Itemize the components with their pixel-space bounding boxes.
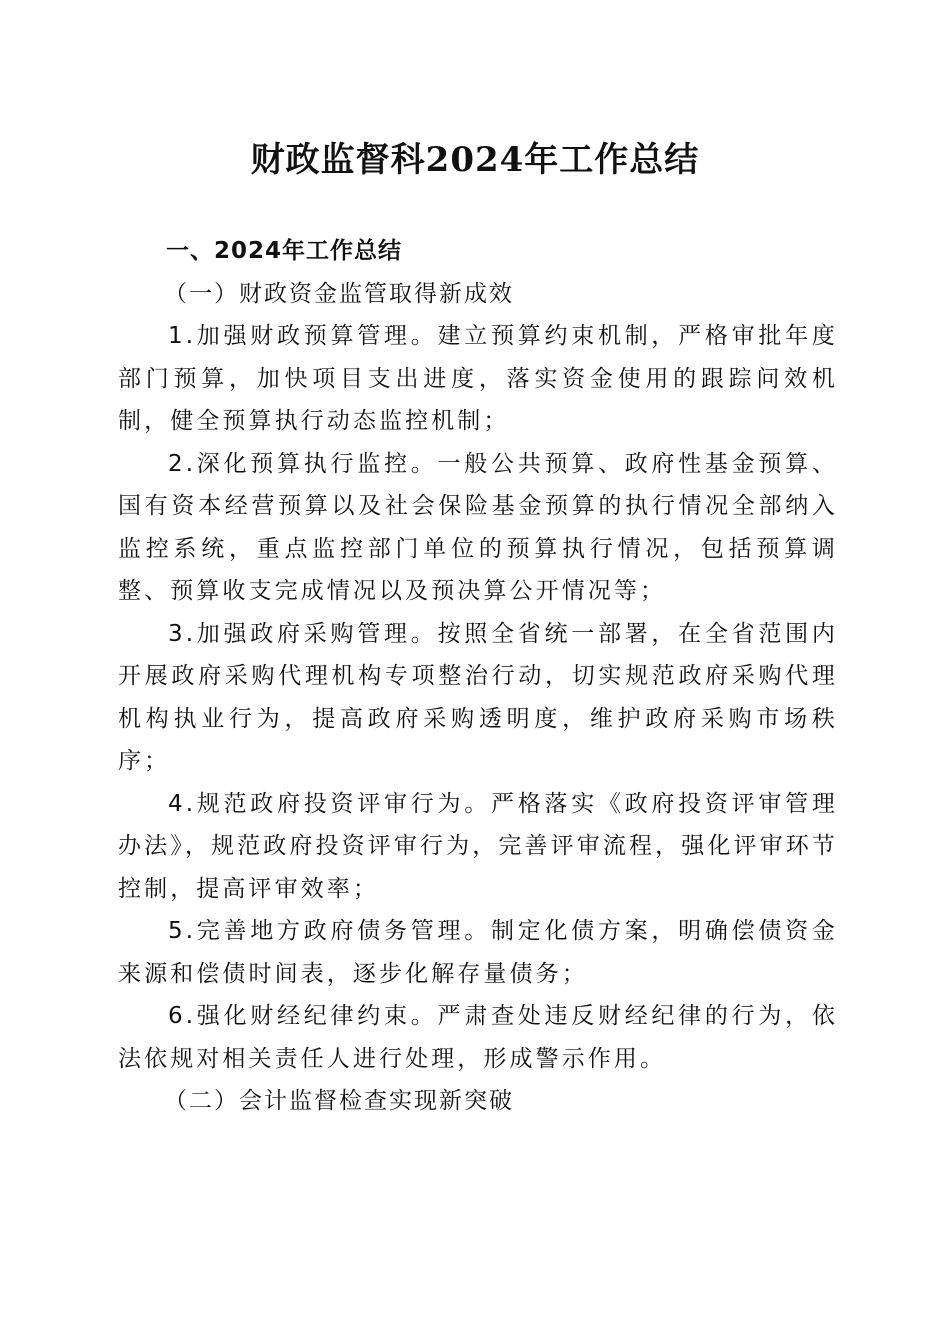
paragraph-item-2: 2.深化预算执行监控。一般公共预算、政府性基金预算、国有资本经营预算以及社会保险基金预算的执行情况全部纳入监控系统，重点监控部门单位的预算执行情况，包括预算调整、预算收支完成情况以及预决算公开情况等； — [118, 450, 838, 604]
section-heading: 一、2024年工作总结 — [166, 238, 403, 264]
paragraph-item-4: 4.规范政府投资评审行为。严格落实《政府投资评审管理办法》，规范政府投资评审行为，完善评审流程，强化评审环节控制，提高评审效率； — [118, 790, 838, 902]
paragraph-item-3: 3.加强政府采购管理。按照全省统一部署，在全省范围内开展政府采购代理机构专项整治行动，切实规范政府采购代理机构执业行为，提高政府采购透明度，维护政府采购市场秩序； — [118, 620, 838, 774]
document-title: 财政监督科2024年工作总结 — [250, 140, 700, 180]
paragraph-item-6: 6.强化财经纪律约束。严肃查处违反财经纪律的行为，依法依规对相关责任人进行处理，形成警示作用。 — [118, 1003, 838, 1072]
subsection-heading-2: （二）会计监督检查实现新突破 — [164, 1088, 514, 1114]
paragraph-item-1: 1.加强财政预算管理。建立预算约束机制，严格审批年度部门预算，加快项目支出进度，落实资金使用的跟踪问效机制，健全预算执行动态监控机制； — [118, 323, 838, 434]
paragraph-item-5: 5.完善地方政府债务管理。制定化债方案，明确偿债资金来源和偿债时间表，逐步化解存量债务； — [118, 918, 838, 987]
subsection-heading: （一）财政资金监管取得新成效 — [164, 280, 514, 307]
document-body — [118, 230, 838, 1123]
